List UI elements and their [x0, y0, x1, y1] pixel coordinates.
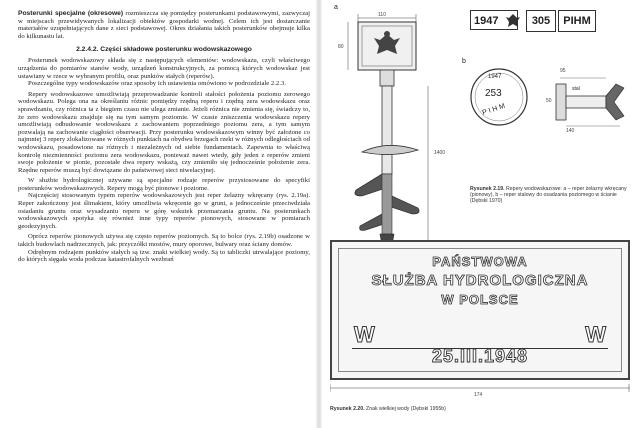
plate-line-1: PAŃSTWOWA [432, 254, 528, 269]
high-water-plate [330, 240, 630, 380]
bolt-material-label: stal [572, 86, 580, 92]
bolt-side-drawing [554, 74, 636, 130]
caption-2-20-text: Znak wielkiej wody (Dębski 1955b) [364, 406, 446, 412]
special-posts-term: Posterunki specjalne (okresowe) [18, 10, 124, 17]
caption-figure-2-20 [330, 406, 630, 412]
plate-w-right: W [585, 322, 606, 347]
plate-line-3: W POLSCE [441, 292, 519, 307]
caption-figure-2-19 [470, 186, 630, 205]
section-heading: 2.2.4.2. Części składowe posterunku wodowskazowego [76, 46, 252, 54]
left-page [0, 0, 318, 428]
paragraph-types: Poszczególne typy wodowskazów oraz sposoby ich ustawienia omówiono w podrozdziale 2.2.3. [28, 80, 286, 88]
dimension-1400: 1400 [434, 150, 446, 156]
plate-date: 25.III.1948 [431, 346, 529, 366]
stamp-eagle-icon [506, 12, 520, 28]
paragraph-benchmarks: Repery wodowskazowe umożliwiają przeprowadzanie kontroli stałości położenia poziomu zerowego wodowskazu. Polega ona na określaniu różnic pomiędzy rzędną reperu i rzędną zera wodowskazu oraz sprawdzaniu, czy różnica ta z biegiem czasu nie ulega zmianie. Jeżeli różnica nie zmienia się, świadczy to, że zero wodowskazu znajduje się na tym samym poziomie. W czasie zniszczenia wodowskazu repery umożliwiają odbudowanie wodowskazu z zachowaniem poprzedniego poziomu zera, a tym samym pozwalają na zachowanie ciągłości obserwacji. Przy posterunku wodowskazowym winny być założone co najmniej 3 repery zlokalizowane w różnych punktach na obydwu brzegach rzeki w różnych odległościach od wodowskazu, posadowione na różnych i niezależnych od siebie fundamentach. Zapewnia to właściwą kontrolę niezmienności poziomu zera wodowskazu, ponieważ nawet wtedy, gdy jeden z reperów zmieni swoje położenie w pionie, pozostałe dwa repery wskażą, czy zmieniło się jednocześnie położenie zera. Rzędne reperów muszą być dowiązane do państwowej sieci niwelacyjnej. [18, 90, 310, 174]
dimension-140: 140 [566, 128, 575, 134]
stamp-year-text: 1947 [474, 15, 499, 27]
bolt-letters: PIHM [481, 102, 508, 117]
paragraph-screw-benchmark: Najczęściej stosowanym typem reperów wodowskazowych jest reper żelazny wkręcany (rys. 2.19a). Reper zakończony jest ślimakiem, który umożliwia wkręcenie go w grunt, a jednocześnie przeciwdziała osiadaniu gruntu oraz wysadzaniu reperu w górę wskutek przemarzania gruntu. Na posterunkach wodowskazowych spotyka się również inne typy reperów pionowych, stosowane w pomiarach geodezyjnych. [18, 192, 310, 230]
dimension-174: 174 [474, 392, 483, 398]
paragraph-horizontal-benchmarks: Oprócz reperów pionowych używa się często reperów poziomych. Są to bolce (rys. 2.19b) osadzone w takich budowlach nadrzecznych, jak: przyczółki mostów, mury oporowe, bulwary oraz ściany domów. [18, 233, 310, 249]
figure-label-a: a [334, 4, 338, 11]
right-page [322, 0, 640, 428]
figure-label-b: b [462, 58, 466, 65]
bolt-year: 1947 [488, 74, 502, 80]
plate-width-dimension-line [330, 384, 630, 392]
dimension-50: 50 [546, 98, 552, 104]
paragraph-special-posts [18, 10, 310, 40]
paragraph-high-water-marks: Odrębnym rodzajem punktów stałych są tzw. znaki wielkiej wody. Są to tabliczki utrwalające poziomy, do których sięgała woda podczas katastrofalnych wezbrań [18, 248, 310, 264]
plate-line-2: SŁUŻBA HYDROLOGICZNA [371, 272, 589, 289]
caption-2-20-title: Rysunek 2.20. [330, 406, 365, 412]
stamp-number-text: 305 [531, 15, 551, 27]
plate-w-left: W [354, 322, 375, 347]
caption-2-19-title: Rysunek 2.19. [470, 186, 505, 192]
bolt-number: 253 [485, 88, 502, 99]
special-posts-text: rozmieszcza się pomiędzy posterunkami podstawowymi, zazwyczaj w miejscach przewidywanych lokalizacji obiektów gospodarki wodnej. Celem ich jest dostarczanie materiałów uzupełniających dane z sieci podstawowej. Okres działania takich posterunków obejmuje kilka do kilkunastu lat. [18, 10, 310, 40]
paragraph-components: Posterunek wodowskazowy składa się z następujących elementów: wodowskazu, czyli właściwego urządzenia do pomiarów stanów wody, urządzeń konstrukcyjnych, za pomocą których wodowskaz jest ustawiany w rzece w wybranym profilu, oraz punktów stałych (reperów). [18, 57, 310, 80]
dimension-80: 80 [338, 44, 344, 50]
paragraph-hydro-service: W służbie hydrologicznej używane są specjalne rodzaje reperów przystosowane do specyfiki posterunków wodowskazowych. Repery mogą być pionowe i poziome. [18, 177, 310, 192]
stamp-number [526, 10, 556, 32]
caption-2-19-text: Repery wodowskazowe: a – reper żelazny wkręcany (pionowy), b – reper stalowy do osadzania poziomego w ścianie (Dębski 1970) [470, 186, 627, 205]
dimension-110: 110 [378, 12, 386, 18]
stamp-pihm [558, 10, 596, 32]
dimension-95: 95 [560, 68, 566, 74]
stamp-pihm-text: PIHM [563, 15, 591, 27]
